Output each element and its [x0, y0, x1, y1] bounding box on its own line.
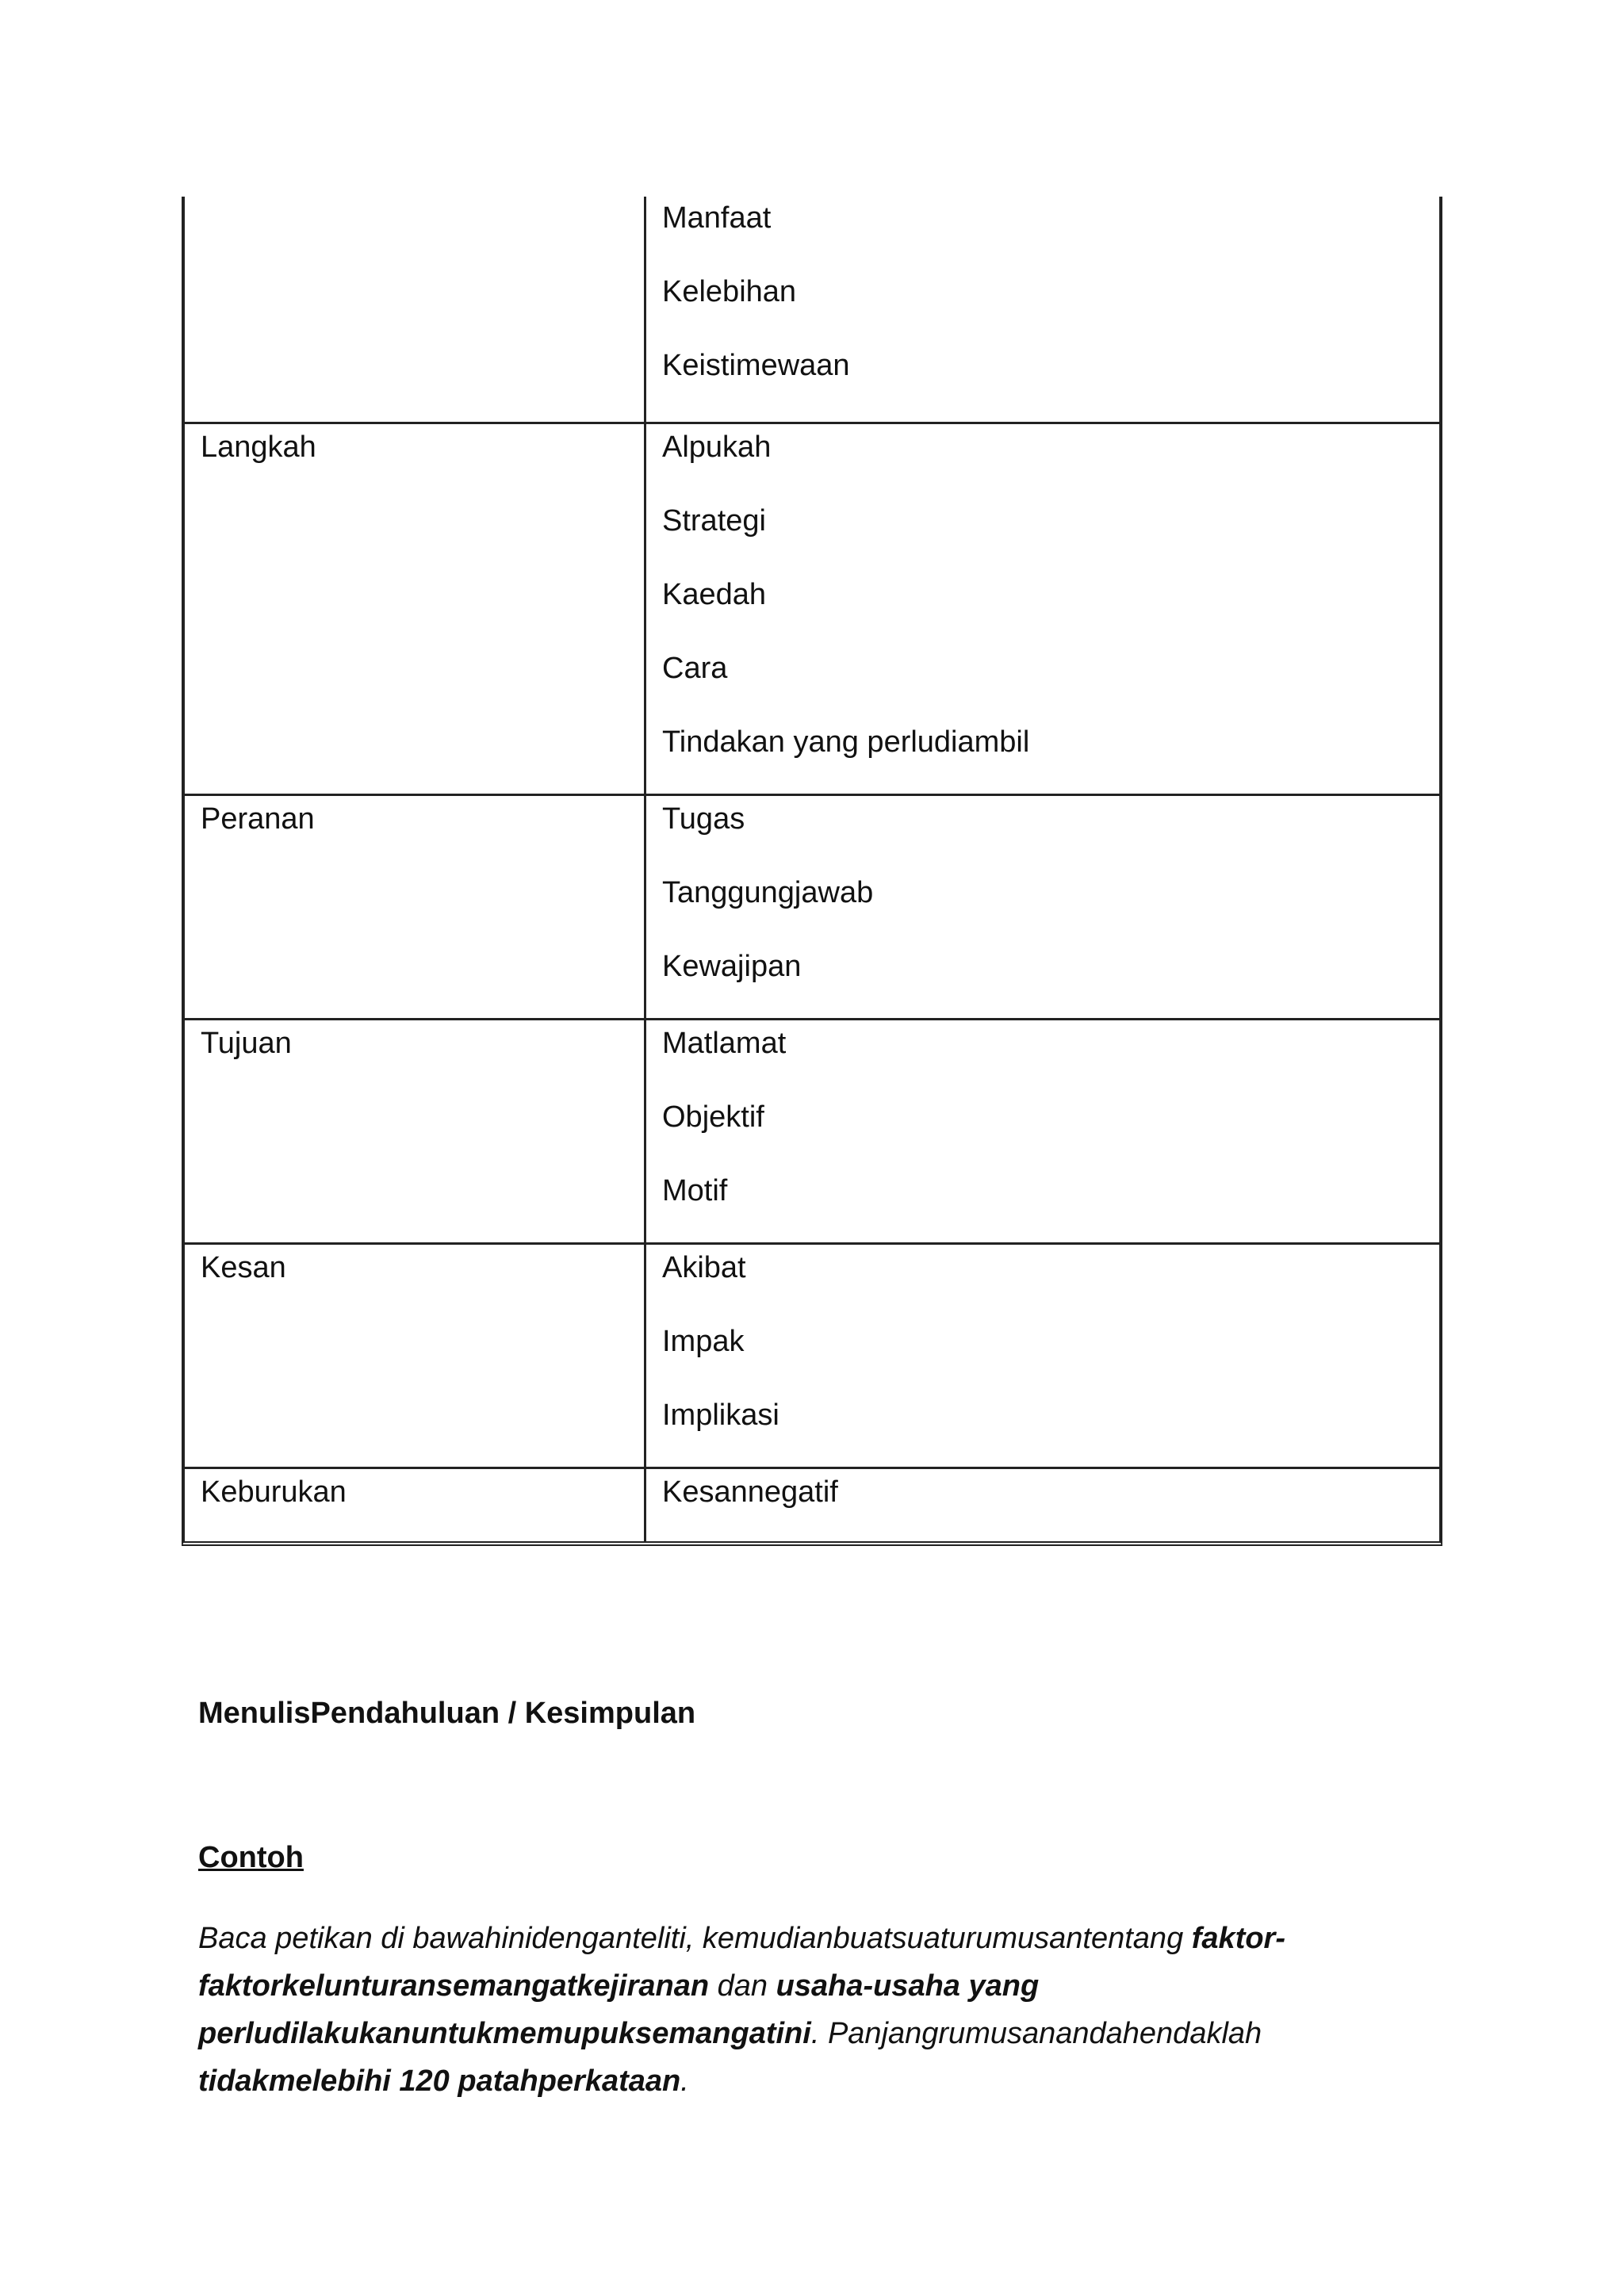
term: Kaedah [662, 578, 767, 611]
term: Cara [662, 652, 728, 685]
row-label: Langkah [185, 424, 646, 794]
row-terms [646, 796, 1439, 1018]
term: Tugas [662, 802, 745, 836]
section-heading: MenulisPendahuluan / Kesimpulan [198, 1697, 696, 1730]
row-label: Keburukan [185, 1469, 646, 1541]
row-terms [646, 1469, 1439, 1541]
instruction-emphasis: tidakmelebihi 120 patahperkataan [198, 2064, 681, 2098]
vocabulary-table [182, 197, 1442, 1546]
row-terms [646, 1245, 1439, 1467]
term: Akibat [662, 1251, 746, 1284]
row-label: Peranan [185, 796, 646, 1018]
term: Motif [662, 1174, 728, 1207]
term: Matlamat [662, 1027, 787, 1060]
instruction-text: . Panjangrumusanandahendaklah [810, 2017, 1262, 2050]
term: Impak [662, 1325, 745, 1358]
instruction-emphasis: faktor-faktorkelunturansemangatkejiranan [198, 1922, 1285, 2003]
instruction-paragraph [198, 1915, 1451, 2105]
table-row [185, 1467, 1439, 1541]
instruction-text: . [680, 2064, 689, 2098]
row-terms [646, 424, 1439, 794]
term: Kelebihan [662, 275, 797, 308]
table-row [185, 197, 1439, 422]
term: Kewajipan [662, 950, 802, 983]
row-label: Kesan [185, 1245, 646, 1467]
term: Manfaat [662, 201, 772, 235]
instruction-emphasis: usaha-usaha yang perludilakukanuntukmemupuksemangatini [198, 1969, 1040, 2050]
row-label [185, 197, 646, 422]
table-row [185, 1242, 1439, 1467]
term: Objektif [662, 1100, 764, 1134]
row-terms [646, 197, 1439, 422]
table-row [185, 1018, 1439, 1242]
instruction-text: dan [709, 1969, 776, 2003]
term: Tanggungjawab [662, 876, 874, 909]
term: Strategi [662, 504, 766, 538]
row-terms [646, 1020, 1439, 1242]
term: Kesannegatif [662, 1475, 838, 1509]
instruction-text: Baca petikan di bawahinidenganteliti, kemudianbuatsuaturumusantentang [198, 1922, 1192, 1955]
term: Implikasi [662, 1399, 779, 1432]
table-row [185, 794, 1439, 1018]
term: Keistimewaan [662, 349, 850, 382]
example-label: Contoh [198, 1841, 304, 1874]
row-label: Tujuan [185, 1020, 646, 1242]
term: Tindakan yang perludiambil [662, 725, 1030, 759]
table-row [185, 422, 1439, 794]
term: Alpukah [662, 430, 772, 464]
